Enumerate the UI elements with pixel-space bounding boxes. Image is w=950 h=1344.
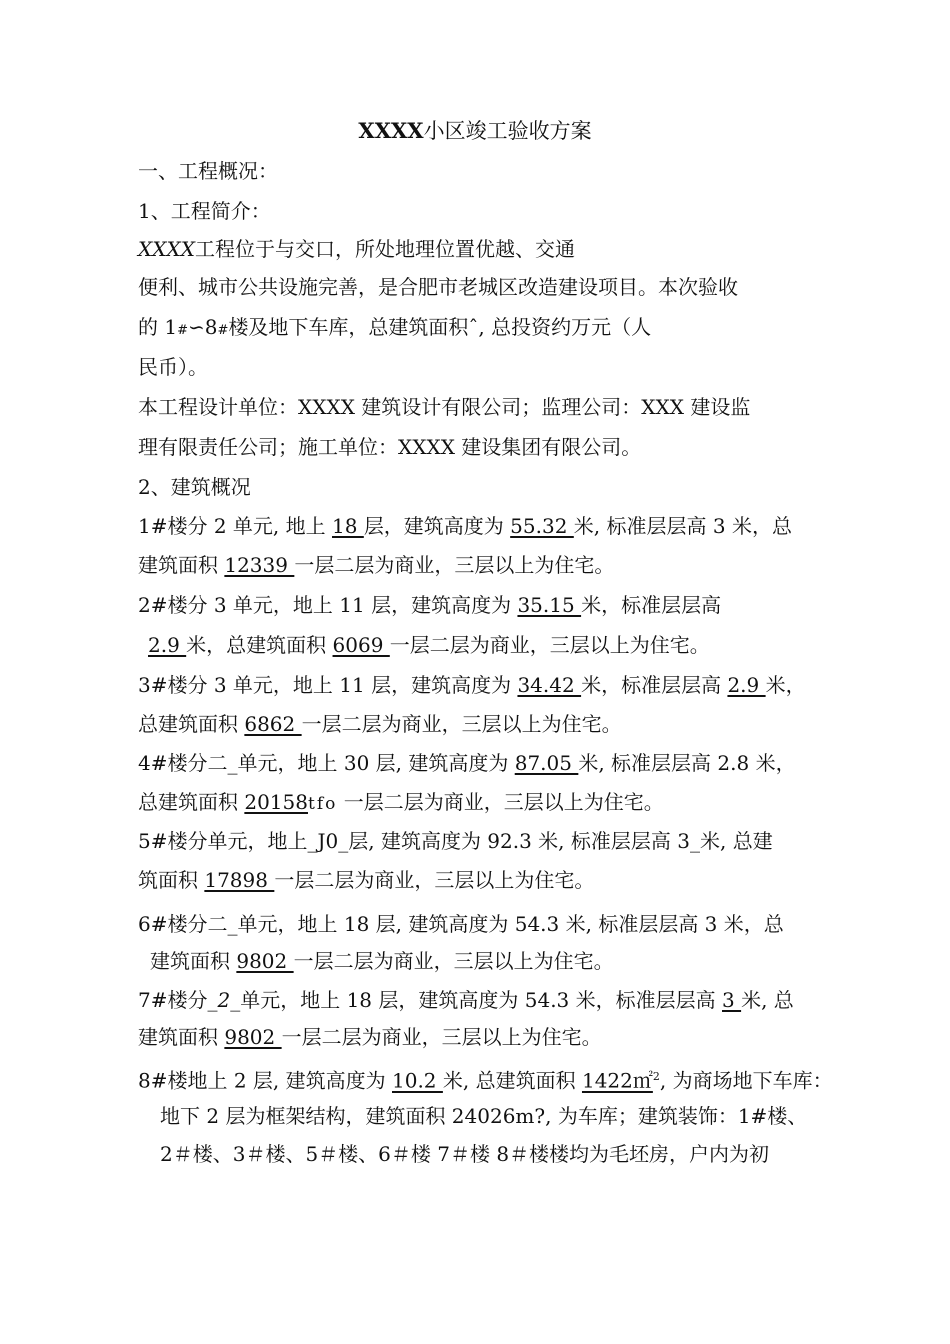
building-3-line-1: 3#楼分 3 单元，地上 11 层，建筑高度为 34.42 米，标准层层高 2.9 米， (138, 673, 806, 697)
subheading-building-overview: 2、建筑概况 (138, 475, 251, 499)
intro-line-1: XXXX工程位于与交口，所处地理位置优越、交通 (138, 237, 575, 261)
building-4-line-2: 总建筑面积 20158tfo 一层二层为商业，三层以上为住宅。 (138, 790, 664, 814)
intro-line-4: 民币）。 (138, 355, 208, 379)
units-line-2: 理有限责任公司；施工单位：XXXX 建设集团有限公司。 (138, 435, 642, 459)
building-7-line-2: 建筑面积 9802 一层二层为商业，三层以上为住宅。 (138, 1025, 602, 1049)
building-8-line-2: 地下 2 层为框架结构，建筑面积 24026m?, 为车库；建筑装饰：1#楼、 (160, 1104, 808, 1128)
building-1-line-2: 建筑面积 12339 一层二层为商业，三层以上为住宅。 (138, 553, 615, 577)
building-7-line-1: 7#楼分_2_单元，地上 18 层，建筑高度为 54.3 米，标准层层高 3 米, 总 (138, 988, 794, 1012)
building-3-line-2: 总建筑面积 6862 一层二层为商业，三层以上为住宅。 (138, 712, 622, 736)
building-5-line-1: 5#楼分单元，地上_J0_层, 建筑高度为 92.3 米, 标准层层高 3_米, 总建 (138, 829, 773, 853)
units-line-1: 本工程设计单位：XXXX 建筑设计有限公司；监理公司：XXX 建设监 (138, 395, 751, 419)
building-5-line-2: 筑面积 17898 一层二层为商业，三层以上为住宅。 (138, 868, 595, 892)
section-heading-overview: 一、工程概况： (138, 159, 278, 183)
document-title: XXXX小区竣工验收方案 (358, 118, 592, 143)
building-4-line-1: 4#楼分二_单元，地上 30 层, 建筑高度为 87.05 米, 标准层层高 2.8 米， (138, 751, 796, 775)
intro-line-3: 的 1#∽8#楼及地下车库，总建筑面积ˆ, 总投资约万元（人 (138, 315, 652, 339)
subheading-project-intro: 1、工程简介： (138, 199, 271, 223)
building-8-line-3: 2＃楼、3＃楼、5＃楼、6＃楼 7＃楼 8＃楼楼均为毛坯房，户内为初 (160, 1142, 770, 1166)
building-6-line-1: 6#楼分二_单元，地上 18 层, 建筑高度为 54.3 米, 标准层层高 3 米，总 (138, 912, 784, 936)
building-2-line-2: 2.9 米，总建筑面积 6069 一层二层为商业，三层以上为住宅。 (148, 633, 710, 657)
building-2-line-1: 2#楼分 3 单元，地上 11 层，建筑高度为 35.15 米，标准层层高 (138, 593, 722, 617)
building-8-line-1: 8#楼地上 2 层, 建筑高度为 10.2 米, 总建筑面积 1422㎡$^2$, 为商场地下车库： (138, 1068, 833, 1093)
building-1-line-1: 1#楼分 2 单元, 地上 18 层，建筑高度为 55.32 米, 标准层层高 3 米，总 (138, 514, 792, 538)
building-6-line-2: 建筑面积 9802 一层二层为商业，三层以上为住宅。 (150, 949, 614, 973)
intro-line-2: 便利、城市公共设施完善，是合肥市老城区改造建设项目。本次验收 (138, 275, 738, 299)
